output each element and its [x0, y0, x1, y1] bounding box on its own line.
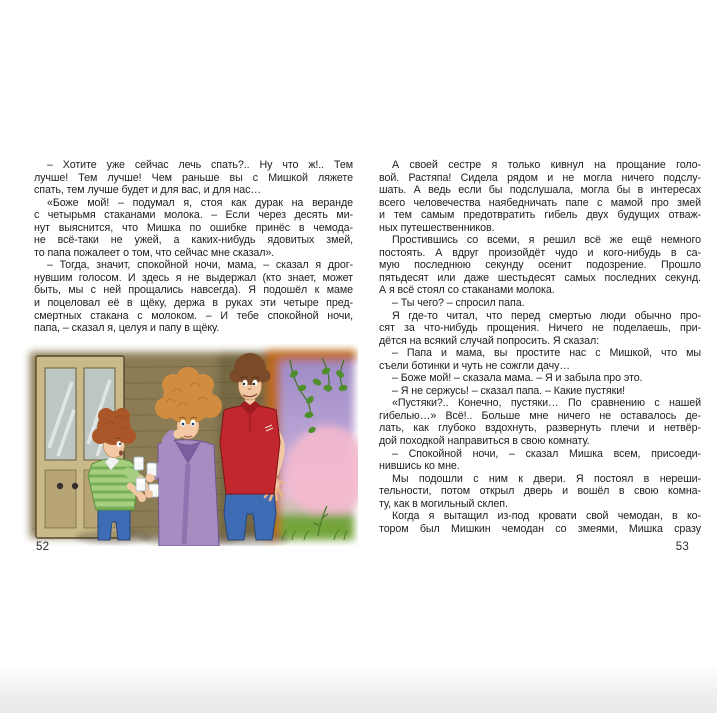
text-line: – Ты чего? – спросил папа.: [392, 297, 525, 310]
text-line: «Боже мой! – подумал я, стоя как дурак на веранде: [47, 196, 353, 209]
text-line: – Хотите уже сейчас лечь спать?.. Ну что ж!.. Тем: [47, 159, 353, 171]
page-number-left: 52: [36, 541, 50, 553]
text-line: тельности, потом открыл дверь и вошёл в свою комна-: [379, 485, 701, 498]
left-page-text: [34, 159, 353, 335]
text-line: нувшим голосом. И здесь я не выдержал (кто знает, может: [34, 271, 353, 284]
text-line: дой походкой направиться в свою комнату.: [379, 435, 590, 448]
text-line: ных путешественников.: [379, 221, 495, 234]
text-line: Я где-то читал, что перед смертью люди обычно про-: [392, 309, 701, 322]
text-line: сят за что-нибудь прощения. Ничего не поделаешь, при-: [379, 322, 701, 335]
text-line: нут выяснится, что Мишка по ошибке принёс в чемода-: [34, 221, 353, 234]
text-line: дётся на всякий случай попросить. Я сказал:: [379, 334, 600, 347]
doorway-frame-top: [266, 350, 356, 361]
text-line: мую последнюю секунду осенит подозрение. Прошло: [379, 259, 701, 272]
text-line: – Тогда, значит, спокойной ночи, мама, – сказал я дрог-: [47, 259, 353, 272]
right-page-text: [379, 159, 701, 535]
boy-mouth: [119, 450, 123, 455]
text-line: – Боже мой! – сказала мама. – Я и забыла про это.: [392, 372, 643, 385]
grass: [278, 514, 354, 540]
text-line: – Папа и мама, вы простите нас с Мишкой, что мы: [392, 347, 701, 360]
door-panel-left: [45, 470, 76, 528]
text-line: – Я не сержусь! – сказал папа. – Какие пустяки!: [392, 384, 625, 397]
page-number-right: 53: [675, 541, 689, 553]
text-line: Простившись со всеми, я решил всё же ещё немного: [392, 234, 701, 247]
text-line: А своей сестре я только кивнул на прощание голо-: [392, 159, 701, 171]
text-line: – Спокойной ночи, – сказал Мишка всем, присоеди-: [392, 447, 701, 460]
boy-hand: [138, 494, 146, 502]
text-line: нившись ко мне.: [379, 460, 460, 473]
mother-hand-cheek: [173, 429, 182, 438]
text-line: быть, мы с ней прощались навсегда). Я подошёл к маме: [34, 284, 353, 297]
text-line: шать. А ведь если бы подслушала, могла бы в интересах: [379, 184, 701, 197]
text-line: и поцеловал её в щёку, держа в руках эти четыре пред-: [34, 297, 353, 310]
text-line: пятьдесят или даже шестьдесят самых последних секунд.: [379, 271, 701, 284]
mother-hand-glasses: [146, 474, 155, 483]
text-line: гибелью…» Всё!.. Больше мне ничего не оставалось де-: [379, 409, 701, 422]
text-line: Мы подошли с ним к двери. Я постоял в нереши-: [392, 472, 701, 485]
text-line: вой. Растяпа! Сидела рядом и не могла ничего подслу-: [379, 171, 701, 184]
text-line: то папа пожалеет о том, что сейчас мне сказал».: [34, 246, 275, 259]
text-line: лучше! Тем лучше! Чем раньше вы с Мишкой ляжете: [34, 171, 353, 184]
text-line: спать, тем лучше будет и для вас, и для нас…: [34, 184, 261, 197]
text-line: с четырьмя стаканами молока. – Если через десять ми-: [34, 209, 353, 222]
boy-hand: [145, 490, 153, 498]
text-line: смертных стакана с молоком. – И тебе спокойной ночи,: [34, 309, 353, 322]
door-knob: [72, 483, 78, 489]
family-illustration: [22, 344, 358, 546]
text-line: тором был Мишкин чемодан со змеями, Мишка сразу: [379, 522, 701, 535]
text-line: всего человечества наябедничать папе с мамой про змей: [379, 196, 701, 209]
text-line: «Пустяки?.. Конечно, пустяки… По сравнению с нашей: [392, 397, 701, 410]
text-line: и тем самым предотвратить гибель двух будущих отваж-: [379, 209, 701, 222]
boy-hair: [92, 408, 136, 445]
text-line: Когда я вытащил из-под кровати свой чемодан, в ко-: [392, 510, 701, 523]
text-line: не всё-таки не ужей, а каких-нибудь ядовитых змей,: [34, 234, 353, 247]
text-line: А я всё стоял со стаканами молока.: [379, 284, 555, 297]
page-bottom-shadow: [0, 665, 717, 713]
text-line: постоять. А вдруг произойдёт чудо и кого-нибудь в са-: [379, 246, 701, 259]
text-line: ту, как в могильный склеп.: [379, 497, 508, 510]
door-knob: [57, 483, 63, 489]
text-line: съели ботинки и чуть не сожгли дачу…: [379, 359, 571, 372]
text-line: папа, – сказал я, целуя и папу в щёку.: [34, 322, 220, 335]
text-line: лать, как глубоко вздохнуть, развернуть плечи и нетвёр-: [379, 422, 701, 435]
